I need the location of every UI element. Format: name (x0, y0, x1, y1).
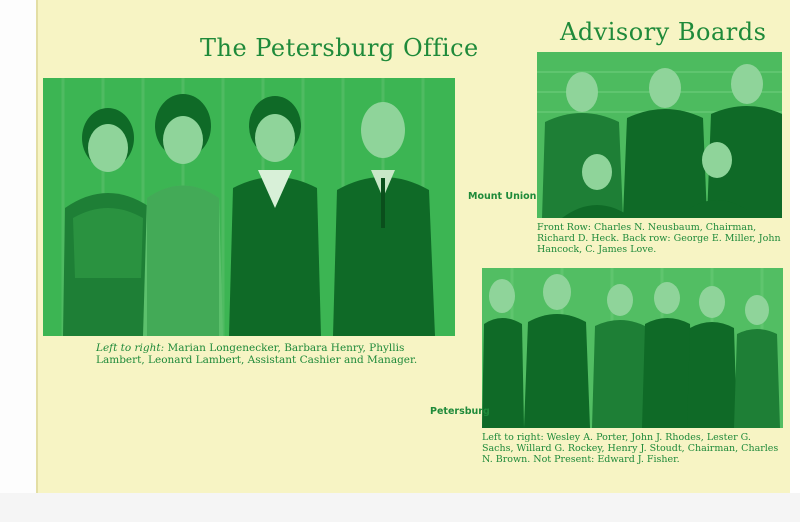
mount-union-label: Mount Union (468, 191, 537, 202)
petersburg-office-caption (96, 342, 436, 366)
advisory-boards-title: Advisory Boards (560, 18, 767, 46)
petersburg-board-caption: Left to right: Wesley A. Porter, John J. Rhodes, Lester G. Sachs, Willard G. Rockey, Henry J. Stoudt, Chairman, Charles N. Brown. Not Present: Edward J. Fisher. (482, 432, 779, 465)
scan-margin (0, 0, 36, 522)
mount-union-photo (537, 52, 782, 218)
petersburg-board-label: Petersburg (430, 406, 490, 417)
scan-bottom-edge (0, 493, 800, 522)
mount-union-caption: Front Row: Charles N. Neusbaum, Chairman, Richard D. Heck. Back row: George E. Miller, John Hancock, C. James Love. (537, 222, 781, 255)
petersburg-office-photo (43, 78, 455, 336)
caption-lead: Left to right: (96, 342, 165, 354)
petersburg-office-title: The Petersburg Office (200, 34, 479, 62)
petersburg-board-photo (482, 268, 783, 428)
caption-names: Marian Longenecker, Barbara Henry, Phyllis Lambert, Leonard Lambert, Assistant Cashier and Manager. (96, 342, 418, 366)
